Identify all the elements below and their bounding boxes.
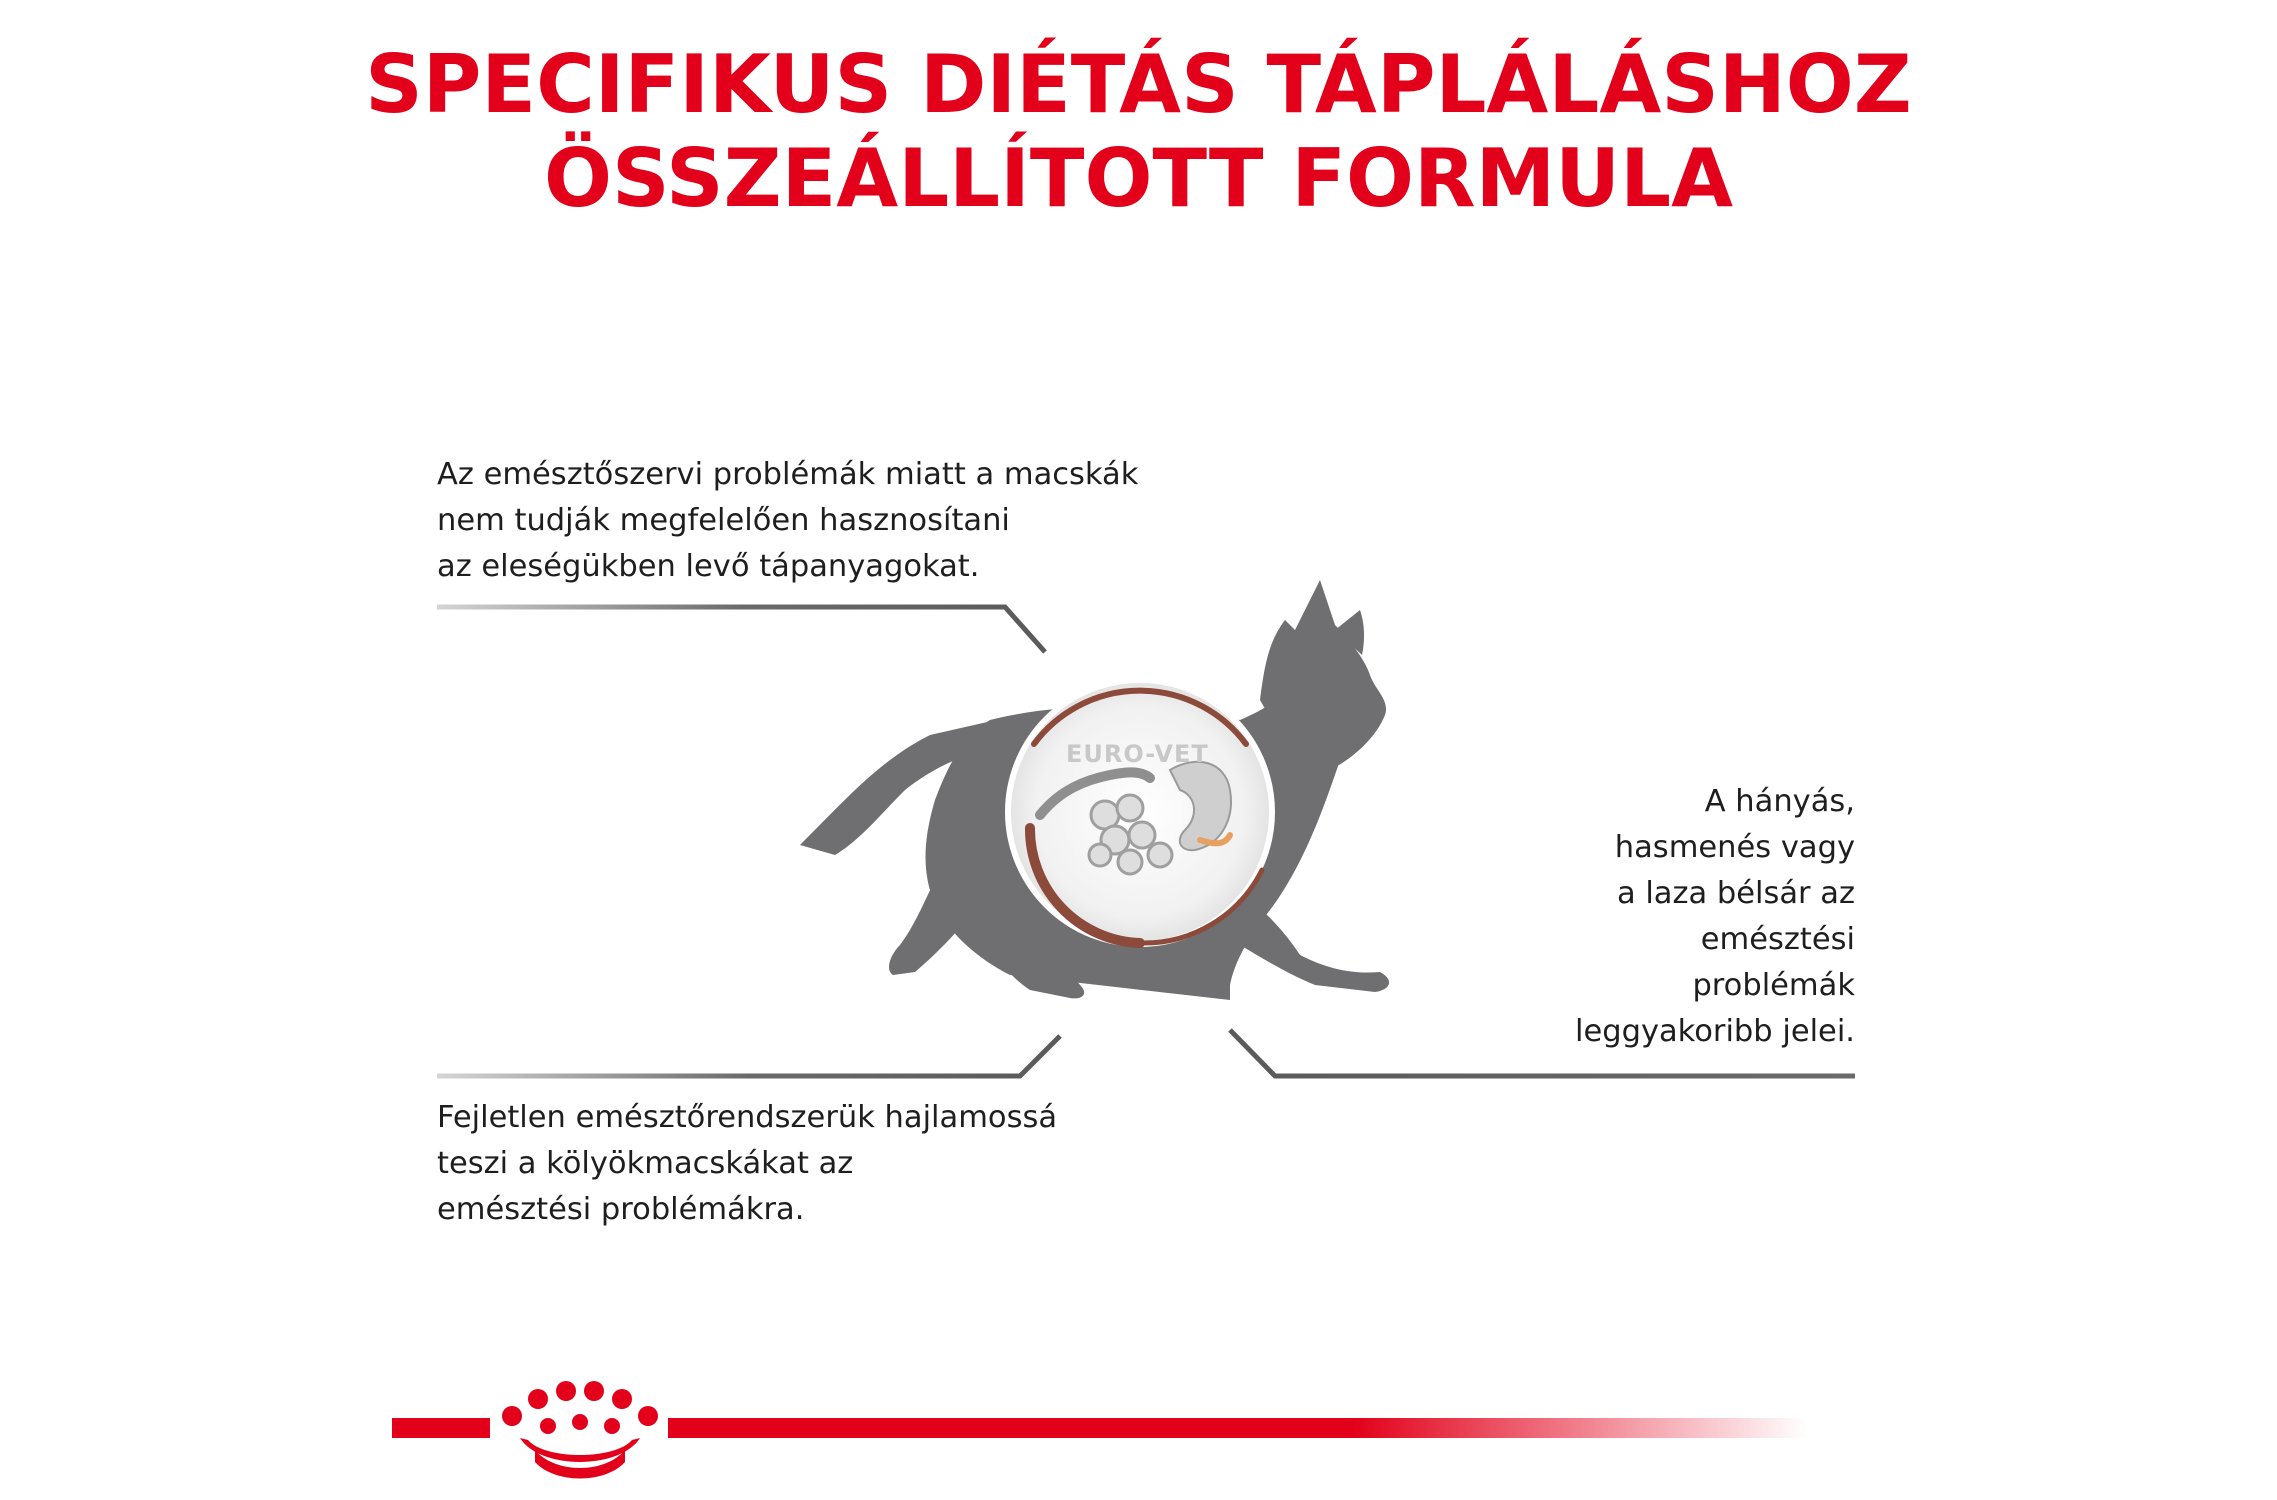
- callout-line: az eleségükben levő tápanyagokat.: [437, 549, 980, 584]
- callout-line: Az emésztőszervi problémák miatt a macskák: [437, 457, 1139, 492]
- callout-line: emésztési: [1700, 922, 1855, 957]
- watermark-text: EURO-VET: [1066, 740, 1209, 768]
- callout-line: nem tudják megfelelően hasznosítani: [437, 503, 1010, 538]
- callout-right: [1575, 779, 1855, 1055]
- callout-line: problémák: [1692, 968, 1855, 1003]
- headline-line-2: ÖSSZEÁLLÍTOTT FORMULA: [543, 132, 1734, 225]
- callout-line: emésztési problémákra.: [437, 1192, 805, 1227]
- callout-bottom-left: [437, 1095, 1057, 1233]
- callout-line: teszi a kölyökmacskákat az: [437, 1146, 854, 1181]
- brand-bar: [392, 1381, 1808, 1479]
- callout-line: Fejletlen emésztőrendszerük hajlamossá: [437, 1100, 1058, 1135]
- callout-line: a laza bélsár az: [1616, 876, 1855, 911]
- crown-logo-icon: [502, 1381, 658, 1479]
- callout-line: leggyakoribb jelei.: [1574, 1014, 1855, 1049]
- headline-line-1: SPECIFIKUS DIÉTÁS TÁPLÁLÁSHOZ: [365, 38, 1912, 131]
- callout-line: A hányás,: [1704, 784, 1855, 819]
- digestive-inset: [1008, 680, 1272, 944]
- callout-top-left: [437, 452, 1138, 590]
- callout-line: hasmenés vagy: [1614, 830, 1855, 865]
